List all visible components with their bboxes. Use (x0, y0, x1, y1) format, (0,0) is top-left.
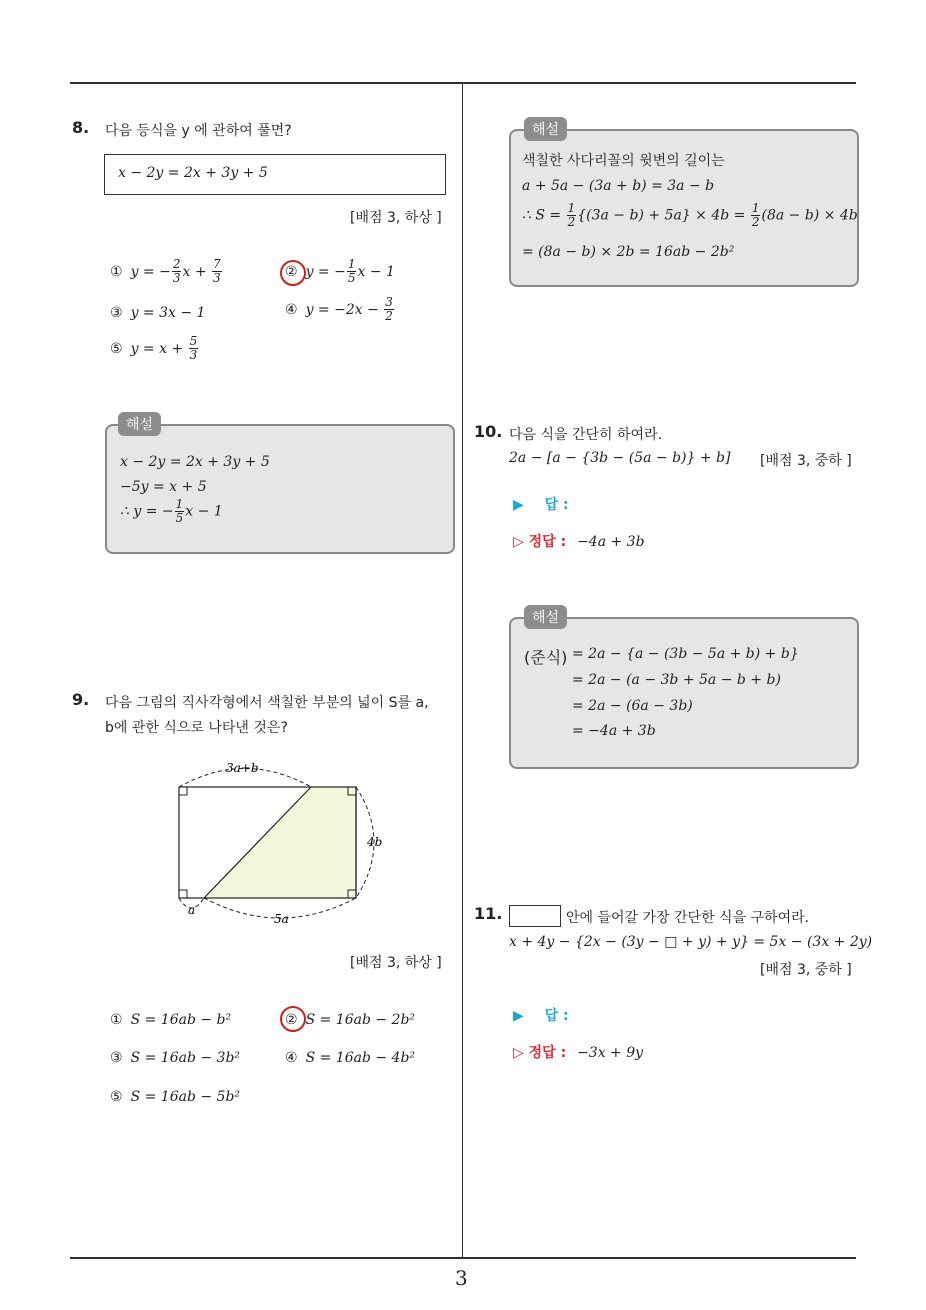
q10-score: [배점 3, 중하 ] (760, 453, 852, 469)
q11-correct-value: −3x + 9y (577, 1045, 644, 1061)
q8-number: 8. (72, 118, 90, 137)
q10-solution-line: = 2a − (6a − 3b) (572, 698, 693, 714)
q11-number: 11. (474, 904, 503, 923)
q10-question: 다음 식을 간단히 하여라. (509, 427, 663, 443)
bottom-rule (70, 1257, 856, 1259)
q8-option-3[interactable]: ③ y = 3x − 1 (110, 305, 206, 321)
q8-option-2[interactable]: ② y = − $\frac{1}{5}$ x − 1 (285, 257, 395, 285)
label-a: a (188, 903, 196, 917)
q11-answer-row (513, 1005, 569, 1025)
q10-solution-line: = −4a + 3b (572, 723, 656, 739)
q9-option-3[interactable]: ③ S = 16ab − 3b² (110, 1050, 241, 1066)
q10-answer-row (513, 494, 569, 514)
q9-option-4[interactable]: ④ S = 16ab − 4b² (285, 1050, 416, 1066)
q9-solution-tag: 해설 (524, 117, 567, 141)
q9-solution-line: = (8a − b) × 2b = 16ab − 2b² (522, 244, 735, 260)
q9-question-line2: b에 관한 식으로 나타낸 것은? (105, 720, 288, 736)
label-3a-b: 3a+b (226, 761, 259, 775)
q9-score: [배점 3, 하상 ] (350, 955, 442, 971)
play-icon: ▶ (513, 1008, 524, 1024)
q9-option-5[interactable]: ⑤ S = 16ab − 5b² (110, 1089, 241, 1105)
label-4b: 4b (367, 835, 383, 849)
q11-correct-label: 정답 : (528, 1045, 567, 1061)
page-number: 3 (455, 1266, 468, 1290)
q10-solution-box (509, 617, 859, 769)
q8-option-1[interactable]: ① y = − $\frac{2}{3}$ x + $\frac{7}{3}$ (110, 257, 221, 285)
top-rule (70, 82, 856, 84)
q8-score: [배점 3, 하상 ] (350, 210, 442, 226)
q11-question: 안에 들어갈 가장 간단한 식을 구하여라. (566, 910, 810, 926)
shaded-trapezoid (204, 787, 356, 898)
q10-correct-row (513, 531, 645, 551)
q8-question: 다음 등식을 y 에 관하여 풀면? (105, 123, 292, 139)
q10-number: 10. (474, 422, 503, 441)
q11-score: [배점 3, 중하 ] (760, 962, 852, 978)
q11-blank-box (509, 905, 561, 927)
q9-option-1[interactable]: ① S = 16ab − b² (110, 1012, 232, 1028)
q10-solution-line: = 2a − {a − (3b − 5a + b) + b} (572, 646, 799, 662)
q8-solution-line: x − 2y = 2x + 3y + 5 (120, 454, 270, 470)
q8-solution-tag: 해설 (118, 412, 161, 436)
q9-question-line1: 다음 그림의 직사각형에서 색칠한 부분의 넓이 S를 a, (105, 695, 429, 711)
q8-solution-line: −5y = x + 5 (120, 479, 207, 495)
q10-answer-label: 답 : (544, 497, 569, 513)
q10-correct-value: −4a + 3b (577, 534, 645, 550)
play-outline-icon: ▷ (513, 534, 524, 550)
play-outline-icon: ▷ (513, 1045, 524, 1061)
q11-answer-label: 답 : (544, 1008, 569, 1024)
q11-equation: x + 4y − {2x − (3y − □ + y) + y} = 5x − (3x + 2y) (509, 934, 873, 950)
label-5a: 5a (274, 912, 289, 926)
q10-solution-tag: 해설 (524, 605, 567, 629)
q8-option-5[interactable]: ⑤ y = x + $\frac{5}{3}$ (110, 334, 198, 362)
q8-solution-line: ∴ y = − $\frac{1}{5}$ x − 1 (120, 497, 223, 525)
q9-option-2[interactable]: ② S = 16ab − 2b² (285, 1012, 416, 1028)
q10-solution-prefix: (준식) (524, 648, 568, 667)
q10-solution-line: = 2a − (a − 3b + 5a − b + b) (572, 672, 781, 688)
column-divider (462, 84, 463, 1257)
q9-solution-line: 색칠한 사다리꼴의 윗변의 길이는 (522, 153, 725, 169)
q9-solution-line: a + 5a − (3a + b) = 3a − b (522, 178, 715, 194)
q8-option-4[interactable]: ④ y = −2x − $\frac{3}{2}$ (285, 295, 393, 323)
play-icon: ▶ (513, 497, 524, 513)
q9-solution-line: ∴ S = $\frac{1}{2}$ {(3a − b) + 5a} × 4b = $\frac{1}{2}$ (8a − b) × 4b (522, 201, 858, 229)
q9-number: 9. (72, 690, 90, 709)
q9-figure (160, 752, 400, 932)
q10-correct-label: 정답 : (528, 534, 567, 550)
q11-correct-row (513, 1042, 643, 1062)
q10-expression: 2a − [a − {3b − (5a − b)} + b] (509, 450, 731, 466)
q8-equation: x − 2y = 2x + 3y + 5 (118, 165, 268, 181)
